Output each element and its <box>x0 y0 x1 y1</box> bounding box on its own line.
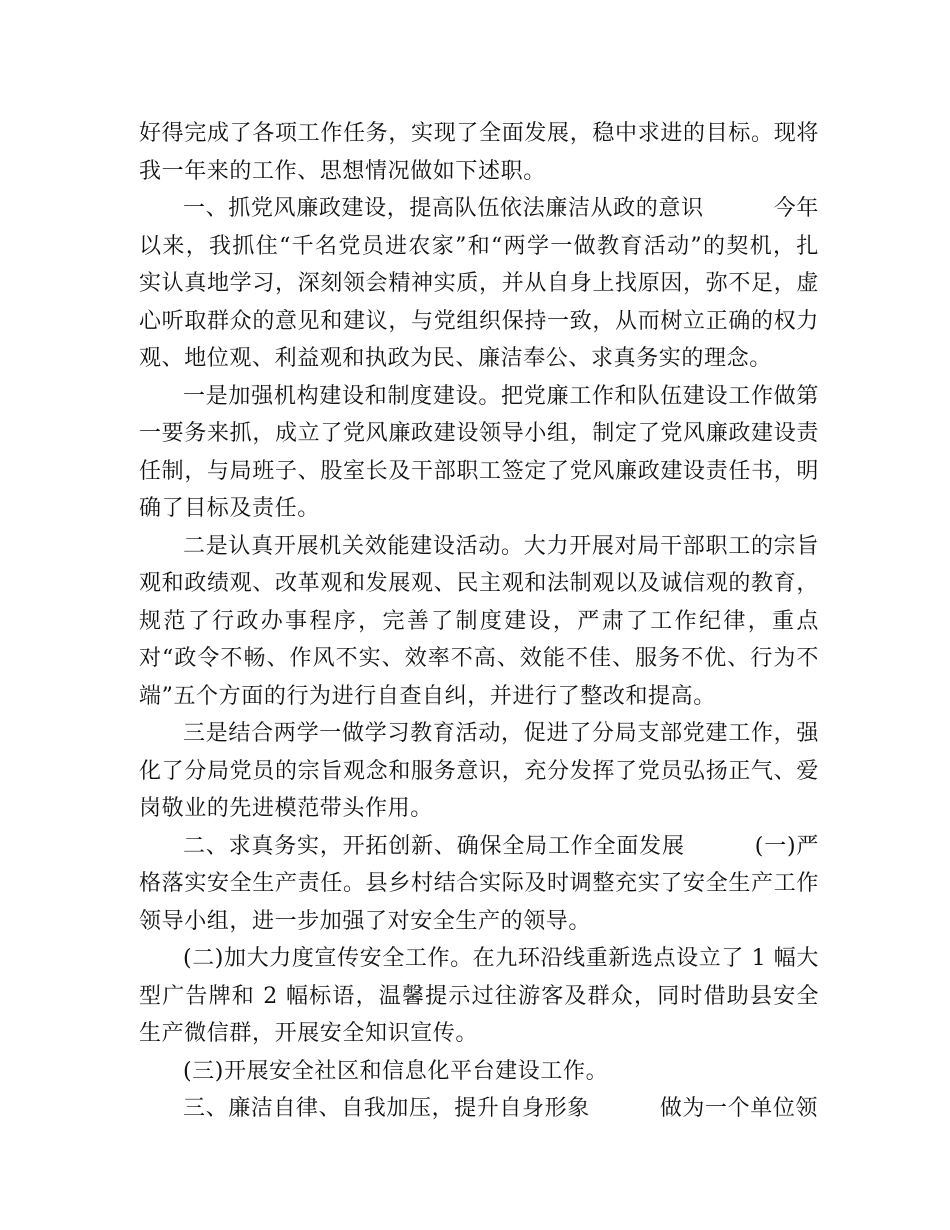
paragraph-section-3 <box>139 1090 819 1128</box>
paragraph-intro: 好得完成了各项工作任务，实现了全面发展，稳中求进的目标。现将我一年来的工作、思想情况做如下述职。 <box>139 121 819 184</box>
paragraph-section-2 <box>139 828 819 941</box>
paragraph-sub-2: (二)加大力度宣传安全工作。在九环沿线重新选点设立了 1 幅大型广告牌和 2 幅标语，温馨提示过往游客及群众，同时借助县安全生产微信群，开展安全知识宣传。 <box>139 946 819 1046</box>
paragraph-item-3: 三是结合两学一做学习教育活动，促进了分局支部党建工作，强化了分局党员的宗旨观念和服务意识，充分发挥了党员弘扬正气、爱岗敬业的先进模范带头作用。 <box>139 721 819 821</box>
section-body-3: 做为一个单位领 <box>659 1096 819 1121</box>
section-heading-2: 二、求真务实，开拓创新、确保全局工作全面发展 <box>183 833 685 859</box>
section-body-1: 今年以来，我抓住“千名党员进农家”和“两学一做教育活动”的契机，扎实认真地学习，深刻领会精神实质，并从自身上找原因，弥不足，虚心听取群众的意见和建议，与党组织保持一致，从而树立正确的权力观、地位观、利益观和执政为民、廉洁奉公、求真务实的理念。 <box>139 196 819 371</box>
paragraph-item-2: 二是认真开展机关效能建设活动。大力开展对局干部职工的宗旨观和政绩观、改革观和发展观、民主观和法制观以及诚信观的教育，规范了行政办事程序，完善了制度建设，严肃了工作纪律，重点对“政令不畅、作风不实、效率不高、效能不佳、服务不优、行为不端”五个方面的行为进行自查自纠，并进行了整改和提高。 <box>139 533 819 709</box>
paragraph-sub-3: (三)开展安全社区和信息化平台建设工作。 <box>183 1058 609 1084</box>
section-heading-1: 一、抓党风廉政建设，提高队伍依法廉洁从政的意识 <box>183 196 704 221</box>
section-body-2: (一)严格落实安全生产责任。县乡村结合实际及时调整充实了安全生产工作领导小组，进一步加强了对安全生产的领导。 <box>139 833 819 934</box>
paragraph-item-1: 一是加强机构建设和制度建设。把党廉工作和队伍建设工作做第一要务来抓，成立了党风廉政建设领导小组，制定了党风廉政建设责任制，与局班子、股室长及干部职工签定了党风廉政建设责任书，明确了目标及责任。 <box>139 383 819 521</box>
document-body <box>139 115 819 1128</box>
section-heading-3: 三、廉洁自律、自我加压，提升自身形象 <box>183 1096 590 1121</box>
paragraph-section-1 <box>139 190 819 378</box>
